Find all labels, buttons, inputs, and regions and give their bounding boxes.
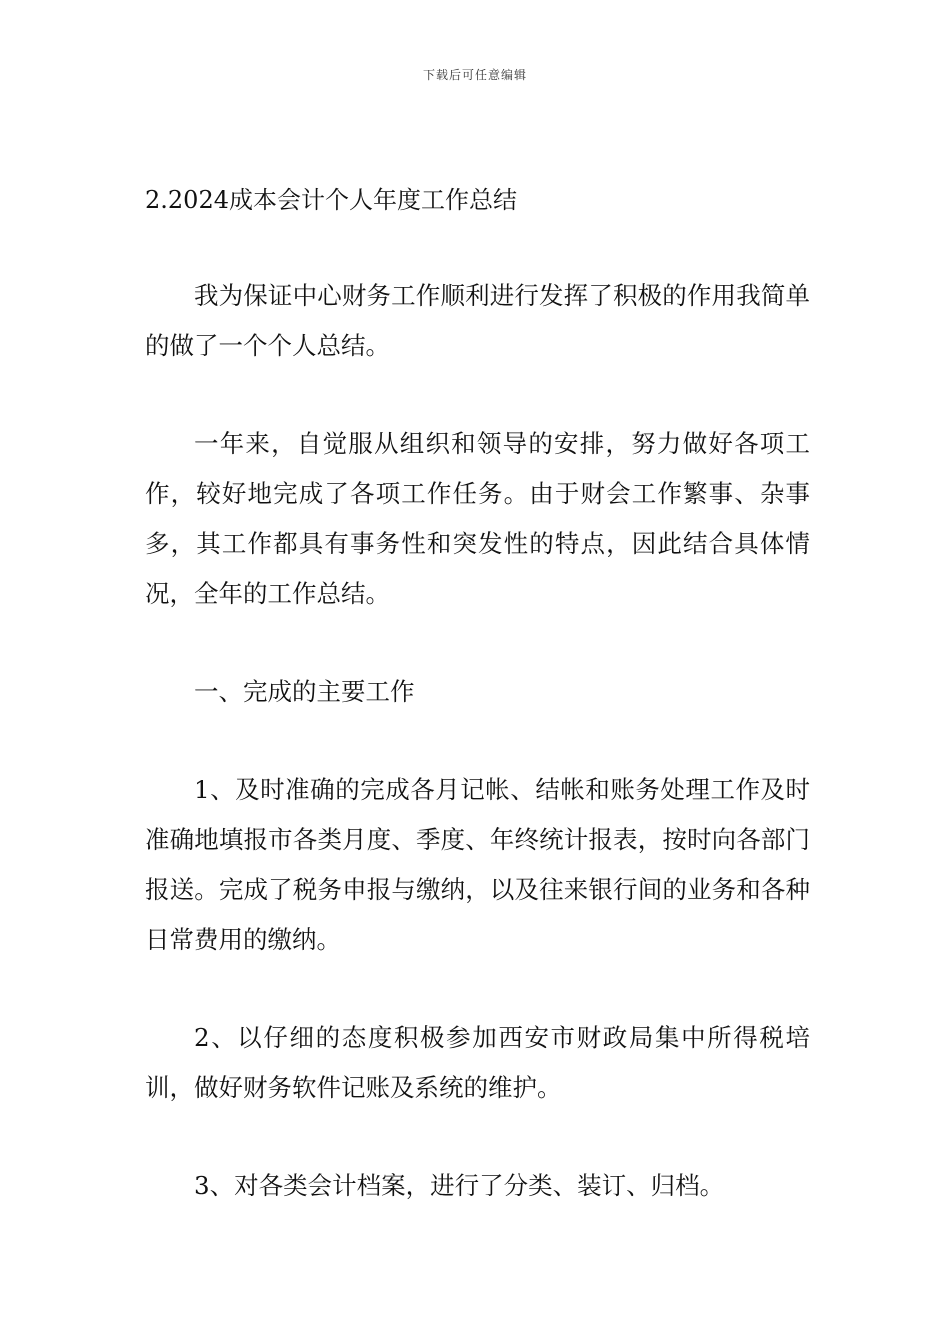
document-body [145,176,810,1259]
paragraph-item-1: 1、及时准确的完成各月记帐、结帐和账务处理工作及时准确地填报市各类月度、季度、年终统计报表，按时向各部门报送。完成了税务申报与缴纳，以及往来银行间的业务和各种日常费用的缴纳。 [145,775,810,954]
section-heading-main-work: 一、完成的主要工作 [194,677,415,706]
page-header-note: 下载后可任意编辑 [422,68,527,82]
paragraph-item-3: 3、对各类会计档案，进行了分类、装订、归档。 [194,1171,725,1200]
paragraph-item-2: 2、以仔细的态度积极参加西安市财政局集中所得税培训，做好财务软件记账及系统的维护。 [145,1023,810,1102]
paragraph-intro: 我为保证中心财务工作顺利进行发挥了积极的作用我简单的做了一个个人总结。 [145,281,810,360]
paragraph-overview: 一年来，自觉服从组织和领导的安排，努力做好各项工作，较好地完成了各项工作任务。由于财会工作繁事、杂事多，其工作都具有事务性和突发性的特点，因此结合具体情况，全年的工作总结。 [145,429,810,608]
document-title: 2.2024成本会计个人年度工作总结 [145,186,517,214]
